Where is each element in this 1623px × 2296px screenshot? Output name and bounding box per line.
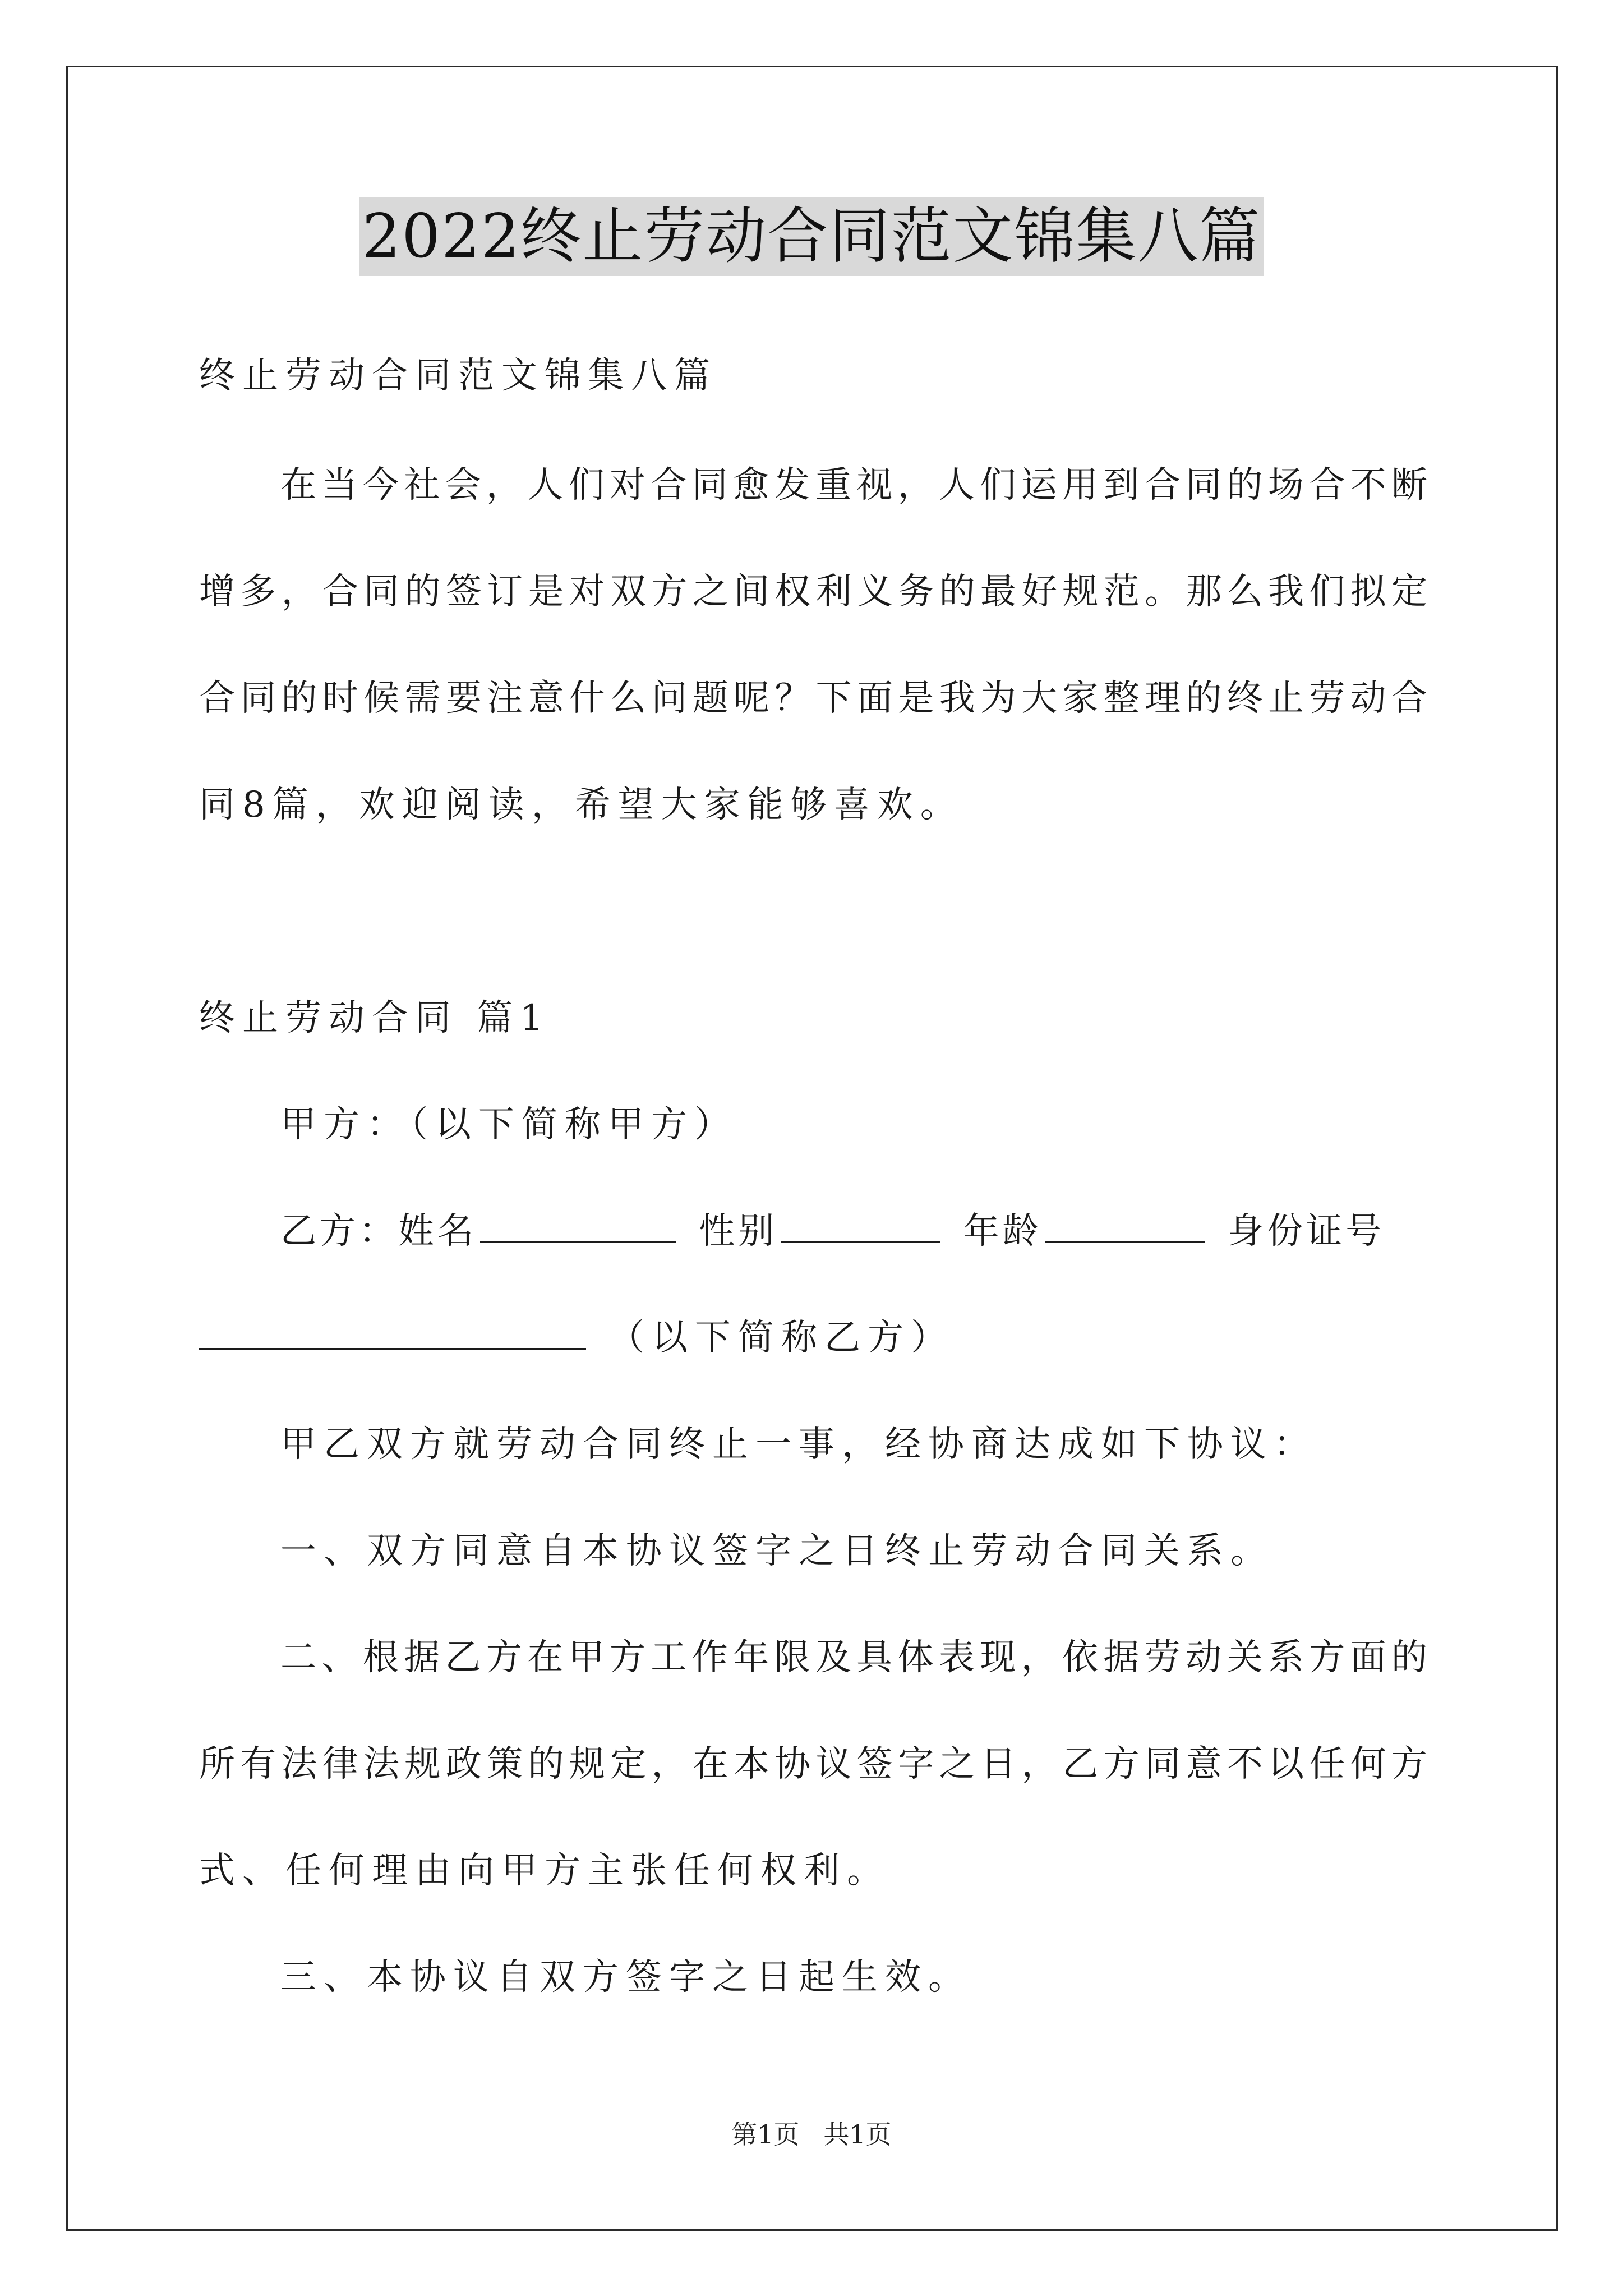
page-total: 共1页 — [823, 2119, 892, 2150]
clause-2-line-3: 式、任何理由向甲方主张任何权利。 — [199, 1850, 890, 1892]
clause-1: 一、双方同意自本协议签字之日终止劳动合同关系。 — [280, 1530, 1274, 1572]
party-b-suffix: （以下简称乙方） — [608, 1317, 954, 1359]
intro-line-1: 在当今社会，人们对合同愈发重视，人们运用到合同的场合不断 — [280, 464, 1427, 506]
party-b-line — [280, 1203, 1385, 1259]
page-number: 第1页 — [731, 2119, 800, 2150]
clause-2-line-1: 二、根据乙方在甲方工作年限及具体表现，依据劳动关系方面的 — [280, 1637, 1427, 1678]
gender-blank — [781, 1204, 940, 1243]
clause-intro: 甲乙双方就劳动合同终止一事，经协商达成如下协议： — [280, 1424, 1317, 1465]
section-heading: 终止劳动合同 篇1 — [199, 997, 551, 1039]
party-b-name-label: 乙方：姓名 — [280, 1211, 477, 1252]
party-b-line-2 — [199, 1310, 954, 1366]
id-number-blank — [199, 1311, 586, 1350]
page-footer — [0, 2118, 1623, 2151]
title-container — [0, 197, 1623, 276]
intro-line-4: 同8篇，欢迎阅读，希望大家能够喜欢。 — [199, 784, 963, 826]
intro-line-3: 合同的时候需要注意什么问题呢？下面是我为大家整理的终止劳动合 — [199, 678, 1427, 719]
clause-3: 三、本协议自双方签字之日起生效。 — [280, 1957, 971, 1998]
subtitle: 终止劳动合同范文锦集八篇 — [199, 355, 717, 397]
party-a-line: 甲方：（以下简称甲方） — [280, 1104, 737, 1145]
document-title: 2022终止劳动合同范文锦集八篇 — [359, 197, 1265, 276]
party-b-gender-label: 性别 — [699, 1211, 778, 1252]
clause-2-line-2: 所有法律法规政策的规定，在本协议签字之日，乙方同意不以任何方 — [199, 1743, 1427, 1785]
party-b-id-label: 身份证号 — [1228, 1211, 1385, 1252]
name-blank — [480, 1204, 676, 1243]
age-blank — [1045, 1204, 1205, 1243]
party-b-age-label: 年龄 — [963, 1211, 1042, 1252]
intro-line-2: 增多，合同的签订是对双方之间权利义务的最好规范。那么我们拟定 — [199, 571, 1427, 613]
